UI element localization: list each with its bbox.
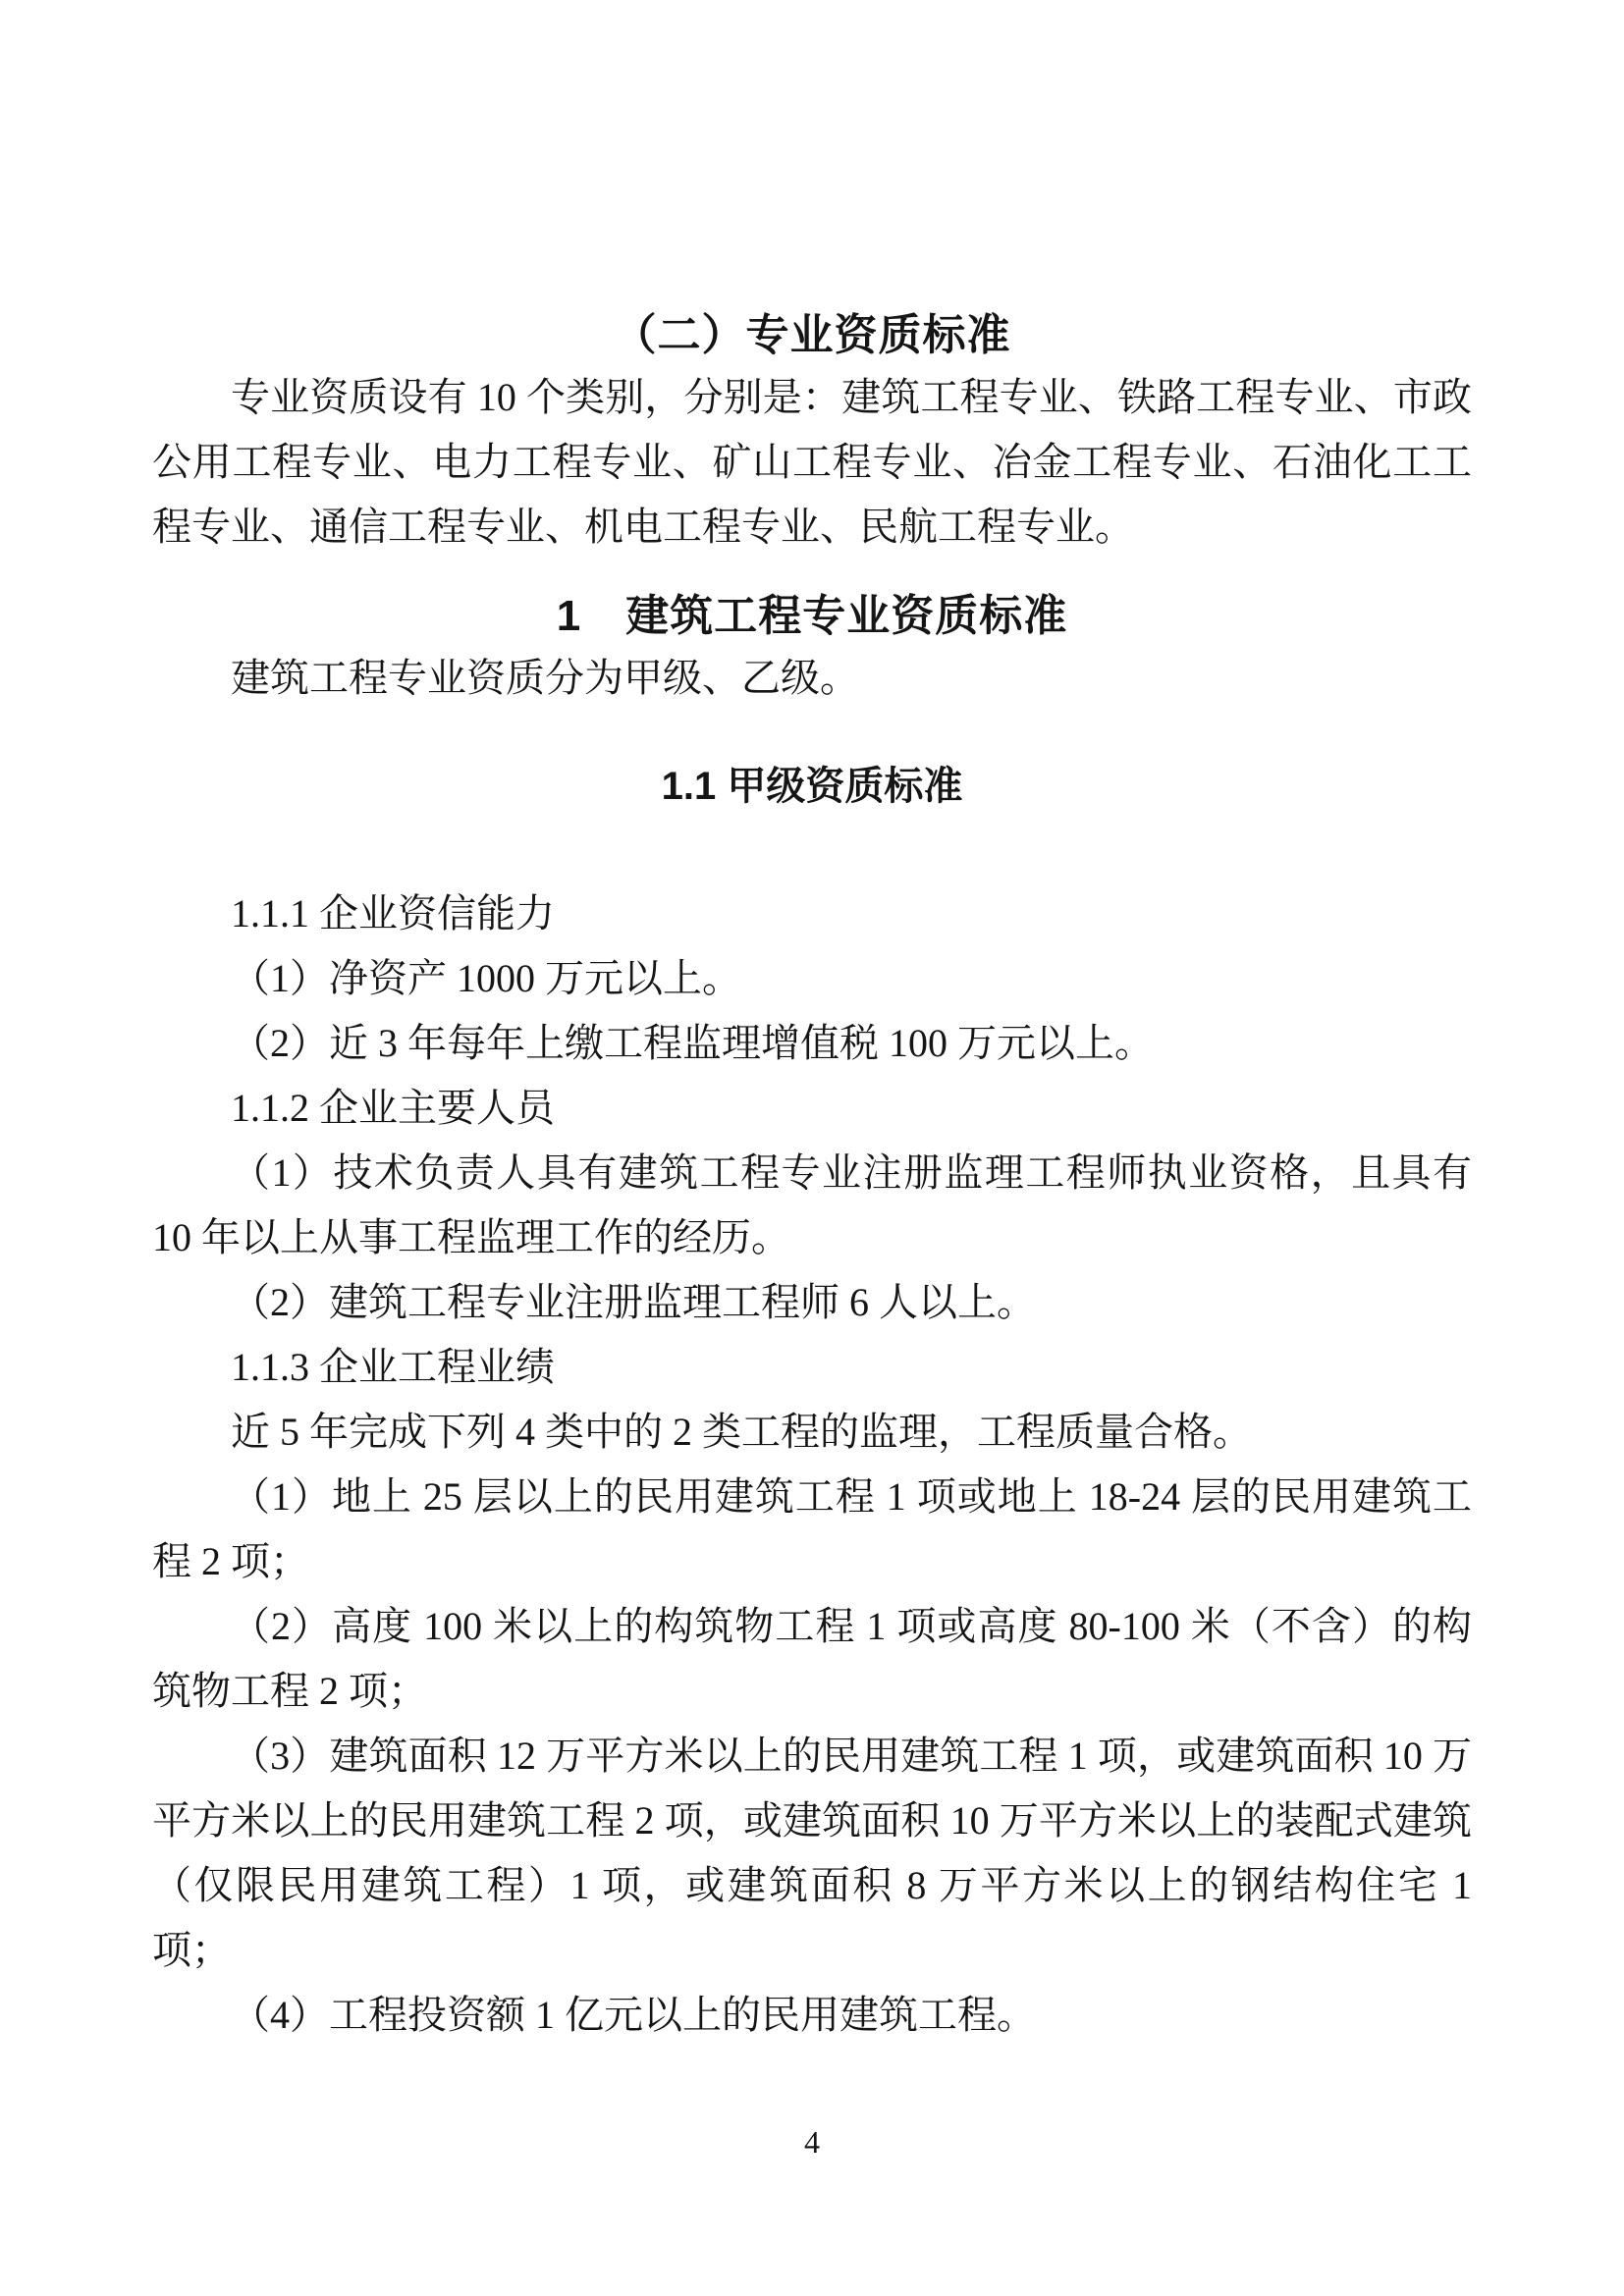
paragraph-item-4: （4）工程投资额 1 亿元以上的民用建筑工程。 [231,1993,1036,2037]
section-body [152,881,1472,2048]
paragraph-1-1-1: 1.1.1 企业资信能力 [231,891,555,935]
paragraph-item-2: （2）高度 100 米以上的构筑物工程 1 项或高度 80-100 米（不含）的构筑物工程 2 项； [152,1604,1472,1713]
paragraph-tax: （2）近 3 年每年上缴工程监理增值税 100 万元以上。 [231,1021,1154,1065]
chapter-lead: 建筑工程专业资质分为甲级、乙级。 [231,656,859,700]
chapter-heading: 1 建筑工程专业资质标准 [556,592,1068,640]
paragraph-performance: 近 5 年完成下列 4 类中的 2 类工程的监理，工程质量合格。 [231,1410,1252,1454]
paragraph-engineers: （2）建筑工程专业注册监理工程师 6 人以上。 [231,1280,1036,1324]
doc-title: （二）专业资质标准 [613,311,1011,359]
paragraph-1-1-3: 1.1.3 企业工程业绩 [231,1345,555,1389]
paragraph-item-1: （1）地上 25 层以上的民用建筑工程 1 项或地上 18-24 层的民用建筑工程 2 项； [152,1474,1472,1583]
paragraph-item-3: （3）建筑面积 12 万平方米以上的民用建筑工程 1 项，或建筑面积 10 万平方米以上的民用建筑工程 2 项，或建筑面积 10 万平方米以上的装配式建筑（仅限民用建筑工程）1 项，或建筑面积 8 万平方米以上的钢结构住宅 1 项； [152,1734,1472,1972]
paragraph-1-1-2: 1.1.2 企业主要人员 [231,1086,555,1130]
paragraph-net-assets: （1）净资产 1000 万元以上。 [231,956,741,1000]
paragraph-tech-lead: （1）技术负责人具有建筑工程专业注册监理工程师执业资格，且具有 10 年以上从事工程监理工作的经历。 [152,1150,1472,1259]
section-heading: 1.1 甲级资质标准 [661,765,963,808]
intro-paragraph: 专业资质设有 10 个类别，分别是：建筑工程专业、铁路工程专业、市政公用工程专业、电力工程专业、矿山工程专业、冶金工程专业、石油化工工程专业、通信工程专业、机电工程专业、民航工程专业。 [152,375,1472,549]
page-number: 4 [804,2124,820,2160]
